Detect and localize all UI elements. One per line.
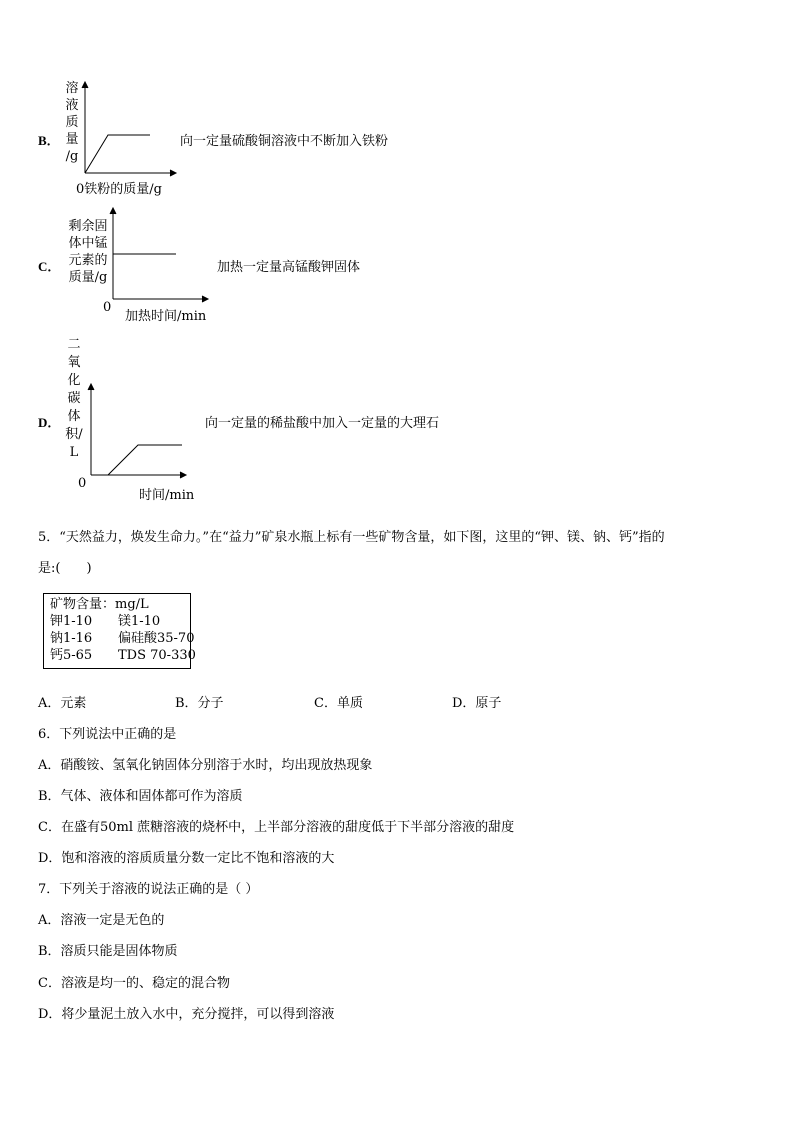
q5-option-c[interactable]: C．单质 (314, 696, 363, 711)
ylabel-char: /g (65, 149, 79, 164)
option-c-graph (108, 204, 212, 304)
option-d-origin: 0 (78, 476, 87, 491)
q6-option-d[interactable]: D．饱和溶液的溶质质量分数一定比不饱和溶液的大 (38, 851, 335, 866)
q5-option-a[interactable]: A．元素 (38, 696, 87, 711)
x-arrow (202, 296, 208, 302)
mineral-cell: TDS 70-330 (118, 648, 196, 663)
option-d-graph (86, 380, 190, 480)
mineral-cell: 钾1-10 (50, 614, 93, 629)
mineral-table-row (50, 613, 190, 630)
q6-option-c[interactable]: C．在盛有50ml 蔗糖溶液的烧杯中，上半部分溶液的甜度低于下半部分溶液的甜度 (38, 820, 515, 835)
curve (85, 135, 150, 173)
option-c-ylabel (66, 218, 110, 286)
y-arrow (82, 82, 88, 88)
option-c-letter: C． (38, 259, 61, 274)
q6-option-b[interactable]: B．气体、液体和固体都可作为溶质 (38, 789, 243, 804)
ylabel-char: 质 (65, 115, 79, 130)
q7-option-d[interactable]: D．将少量泥土放入水中，充分搅拌，可以得到溶液 (38, 1007, 335, 1022)
ylabel-char: 积/ (65, 427, 83, 442)
option-c-desc: 加热一定量高锰酸钾固体 (217, 260, 361, 275)
curve (108, 445, 182, 475)
option-d-xlabel: 时间/min (139, 488, 195, 503)
mineral-cell: 偏硅酸35-70 (118, 631, 195, 646)
x-arrow (180, 472, 186, 478)
q5-stem-line1: 5．“天然益力，焕发生命力。”在“益力”矿泉水瓶上标有一些矿物含量，如下图，这里的“钾、镁、钠、钙”指的 (38, 530, 665, 545)
ylabel-char: 量 (65, 132, 79, 147)
mineral-table-title: 矿物含量：mg/L (50, 597, 149, 612)
q5-stem-line2: 是:( ) (38, 561, 92, 576)
y-arrow (88, 384, 94, 390)
option-d-letter: D． (38, 415, 61, 430)
option-d-ylabel (62, 336, 86, 462)
ylabel-char: L (69, 445, 79, 460)
mineral-cell: 镁1-10 (118, 614, 161, 629)
ylabel-line: 元素的 (68, 253, 108, 268)
q7-option-b[interactable]: B．溶质只能是固体物质 (38, 944, 178, 959)
ylabel-char: 溶 (65, 81, 79, 96)
option-d-desc: 向一定量的稀盐酸中加入一定量的大理石 (205, 416, 440, 431)
mineral-cell: 钠1-16 (50, 631, 93, 646)
option-c-origin: 0 (103, 300, 112, 315)
mineral-content-table (43, 593, 196, 669)
q6-stem: 6．下列说法中正确的是 (38, 727, 177, 742)
y-arrow (110, 208, 116, 214)
ylabel-char: 体 (67, 409, 81, 424)
x-arrow (170, 170, 176, 176)
option-b-letter: B． (38, 133, 60, 148)
ylabel-char: 二 (67, 337, 81, 352)
q7-option-c[interactable]: C．溶液是均一的、稳定的混合物 (38, 976, 230, 991)
ylabel-char: 液 (65, 98, 79, 113)
option-b-xlabel: 0铁粉的质量/g (76, 182, 162, 197)
q5-option-d[interactable]: D．原子 (452, 696, 502, 711)
ylabel-line: 质量/g (68, 270, 108, 285)
ylabel-line: 体中锰 (68, 236, 108, 251)
q7-option-a[interactable]: A．溶液一定是无色的 (38, 913, 165, 928)
ylabel-line: 剩余固 (68, 219, 108, 234)
q5-option-b[interactable]: B．分子 (175, 696, 224, 711)
option-c-xlabel: 加热时间/min (125, 309, 207, 324)
mineral-table-row (50, 647, 196, 664)
mineral-cell: 钙5-65 (50, 648, 93, 663)
ylabel-char: 碳 (67, 391, 81, 406)
option-b-ylabel (62, 80, 82, 165)
option-b-desc: 向一定量硫酸铜溶液中不断加入铁粉 (180, 134, 389, 149)
mineral-table-row (50, 630, 195, 647)
q6-option-a[interactable]: A．硝酸铵、氢氧化钠固体分别溶于水时，均出现放热现象 (38, 758, 373, 773)
option-b-graph (80, 78, 180, 178)
ylabel-char: 化 (67, 373, 81, 388)
ylabel-char: 氧 (67, 355, 81, 370)
q7-stem: 7．下列关于溶液的说法正确的是（ ） (38, 882, 259, 897)
